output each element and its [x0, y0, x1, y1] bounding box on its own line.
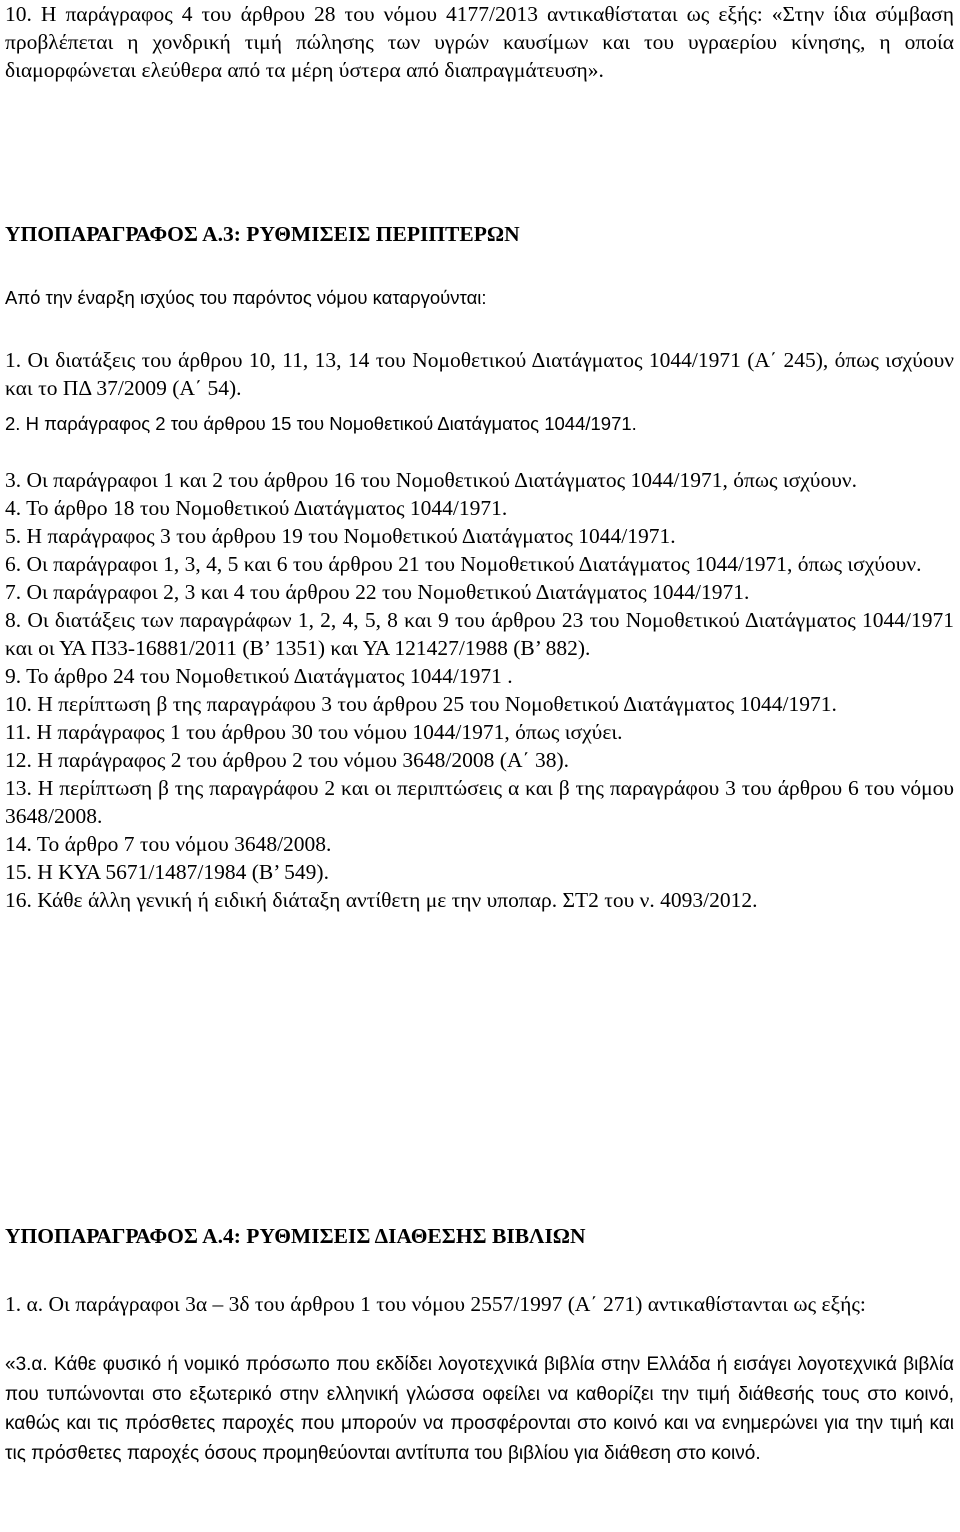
heading-subparagraph-a4: ΥΠΟΠΑΡΑΓΡΑΦΟΣ Α.4: ΡΥΘΜΙΣΕΙΣ ΔΙΑΘΕΣΗΣ ΒΙΒΛΙΩΝ	[5, 1224, 586, 1248]
list-item: 16. Κάθε άλλη γενική ή ειδική διάταξη αντίθετη με την υποπαρ. ΣΤ2 του ν. 4093/2012.	[5, 888, 758, 912]
list-item: 12. Η παράγραφος 2 του άρθρου 2 του νόμου 3648/2008 (Α΄ 38).	[5, 748, 570, 772]
list-item: 3. Οι παράγραφοι 1 και 2 του άρθρου 16 του Νομοθετικού Διατάγματος 1044/1971, όπως ισχύουν.	[5, 468, 857, 492]
list-item: 6. Οι παράγραφοι 1, 3, 4, 5 και 6 του άρθρου 21 του Νομοθετικού Διατάγματος 1044/1971, όπως ισχύουν.	[5, 552, 922, 576]
list-item-2: 2. Η παράγραφος 2 του άρθρου 15 του Νομοθετικού Διατάγματος 1044/1971.	[5, 413, 637, 434]
list-item: 10. Η περίπτωση β της παραγράφου 3 του άρθρου 25 του Νομοθετικού Διατάγματος 1044/1971.	[5, 692, 837, 716]
list-item: 4. Το άρθρο 18 του Νομοθετικού Διατάγματος 1044/1971.	[5, 496, 508, 520]
a4-item-1a: 1. α. Οι παράγραφοι 3α – 3δ του άρθρου 1 του νόμου 2557/1997 (Α΄ 271) αντικαθίστανται ως εξής:	[5, 1292, 866, 1316]
list-item: 5. Η παράγραφος 3 του άρθρου 19 του Νομοθετικού Διατάγματος 1044/1971.	[5, 524, 676, 548]
list-item: 11. Η παράγραφος 1 του άρθρου 30 του νόμου 1044/1971, όπως ισχύει.	[5, 720, 623, 744]
list-item-1: 1. Οι διατάξεις του άρθρου 10, 11, 13, 14 του Νομοθετικού Διατάγματος 1044/1971 (Α΄ 245), όπως ισχύουν και το ΠΔ 37/2009 (Α΄ 54).	[5, 348, 954, 400]
list-item: 8. Οι διατάξεις των παραγράφων 1, 2, 4, 5, 8 και 9 του άρθρου 23 του Νομοθετικού Διατάγματος 1044/1971 και οι ΥΑ Π33-16881/2011 (Β’ 1351) και ΥΑ 121427/1988 (Β’ 882).	[5, 608, 954, 660]
list-item: 9. Το άρθρο 24 του Νομοθετικού Διατάγματος 1044/1971 .	[5, 664, 513, 688]
list-item: 15. Η ΚΥΑ 5671/1487/1984 (Β’ 549).	[5, 860, 329, 884]
repeal-list	[5, 466, 954, 914]
list-item: 7. Οι παράγραφοι 2, 3 και 4 του άρθρου 22 του Νομοθετικού Διατάγματος 1044/1971.	[5, 580, 750, 604]
a4-quoted-paragraph: «3.α. Κάθε φυσικό ή νομικό πρόσωπο που εκδίδει λογοτεχνικά βιβλία στην Ελλάδα ή εισάγει λογοτεχνικά βιβλία που τυπώνονται στο εξωτερικό στην ελληνική γλώσσα οφείλει να καθορίζει την τιμή διάθεσής τους στο κοινό, καθώς και τις πρόσθετες παροχές που μπορούν να προσφέρονται στο κοινό και να ενημερώνει για την τιμή και τις πρόσθετες παροχές όσους προμηθεύονται αντίτυπα του βιβλίου για διάθεση στο κοινό.	[5, 1354, 954, 1464]
list-item: 13. Η περίπτωση β της παραγράφου 2 και οι περιπτώσεις α και β της παραγράφου 3 του άρθρου 6 του νόμου 3648/2008.	[5, 776, 954, 828]
heading-subparagraph-a3: ΥΠΟΠΑΡΑΓΡΑΦΟΣ Α.3: ΡΥΘΜΙΣΕΙΣ ΠΕΡΙΠΤΕΡΩΝ	[5, 222, 520, 246]
intro-a3: Από την έναρξη ισχύος του παρόντος νόμου καταργούνται:	[5, 287, 487, 308]
paragraph-10: 10. Η παράγραφος 4 του άρθρου 28 του νόμου 4177/2013 αντικαθίσταται ως εξής: «Στην ίδια σύμβαση προβλέπεται η χονδρική τιμή πώλησης των υγρών καυσίμων και του υγραερίου κίνησης, η οποία διαμορφώνεται ελεύθερα από τα μέρη ύστερα από διαπραγμάτευση».	[5, 2, 954, 82]
list-item: 14. Το άρθρο 7 του νόμου 3648/2008.	[5, 832, 332, 856]
